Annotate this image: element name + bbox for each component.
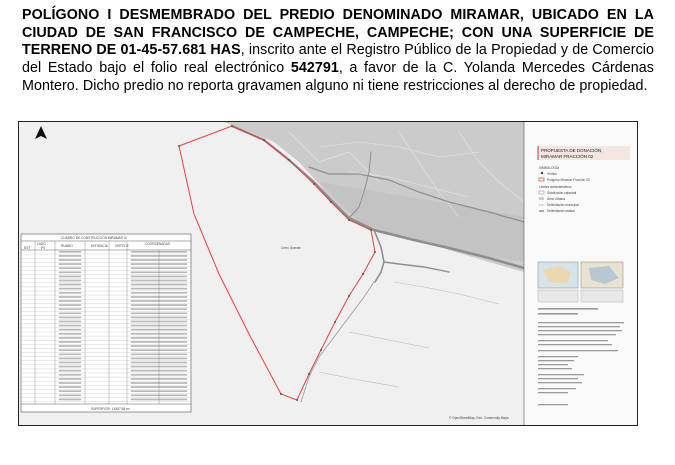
folio-number: 542791 bbox=[290, 60, 339, 77]
legend-item-subdivision: Subdivisión catastral bbox=[547, 191, 577, 195]
table-superficie: SUPERFICIE: 14557.68 m² bbox=[91, 407, 130, 411]
table-title: CUADRO DE CONSTRUCCIÓN MIRAMAR III bbox=[61, 236, 127, 240]
col-est: EST bbox=[24, 246, 31, 250]
col-lado: LADO bbox=[37, 242, 46, 246]
body-text-2: , a favor de la C. Yolanda Mercedes Cárdenas Montero. Dicho predio no reporta gravamen alguno ni tiene restricciones al derecho de propiedad. bbox=[22, 60, 655, 94]
map-credit: © OpenStreetMap, Esri, Community Maps bbox=[449, 416, 509, 420]
legend-item-limites: Límites administrativos bbox=[539, 185, 572, 189]
description-paragraph bbox=[22, 7, 654, 96]
legend-item-polygon: Polígono Miramar Fracción 02 bbox=[547, 178, 590, 182]
col-distancia: DISTANCIA bbox=[91, 244, 108, 248]
panel-title-line2: MIRAMAR FRACCIÓN 02 bbox=[541, 154, 594, 159]
legend-item-municipal: Delimitación municipal bbox=[547, 203, 579, 207]
col-rumbo: RUMBO bbox=[61, 244, 73, 248]
map-place-label: Cerro Grande bbox=[281, 246, 301, 250]
panel-title-line1: PROPUESTA DE DONACIÓN, bbox=[541, 148, 603, 153]
legend-item-estatal: Delimitación estatal bbox=[547, 209, 575, 213]
map-canvas bbox=[19, 122, 637, 425]
col-pv: PV bbox=[41, 246, 46, 250]
col-coordenadas: COORDENADAS bbox=[145, 242, 170, 246]
col-vertice: VERTICE bbox=[115, 244, 129, 248]
survey-map bbox=[18, 121, 638, 426]
construction-table bbox=[21, 234, 191, 412]
title-bold-text: POLÍGONO I DESMEMBRADO DEL PREDIO DENOMINADO MIRAMAR, UBICADO EN LA CIUDAD DE SAN FRANCISCO DE CAMPECHE, CAMPECHE; CON UNA SUPERFICIE DE TERRENO DE 01-45-57.681 HAS bbox=[22, 7, 654, 59]
legend-item-urbana: Área Urbana bbox=[547, 197, 566, 201]
legend-item-vertice: Vértice bbox=[547, 172, 557, 176]
legend-header: SIMBOLOGÍA bbox=[539, 166, 560, 170]
body-text-1: , inscrito ante el Registro Público de la Propiedad y de Comercio del Estado bajo el folio real electrónico bbox=[22, 42, 654, 77]
